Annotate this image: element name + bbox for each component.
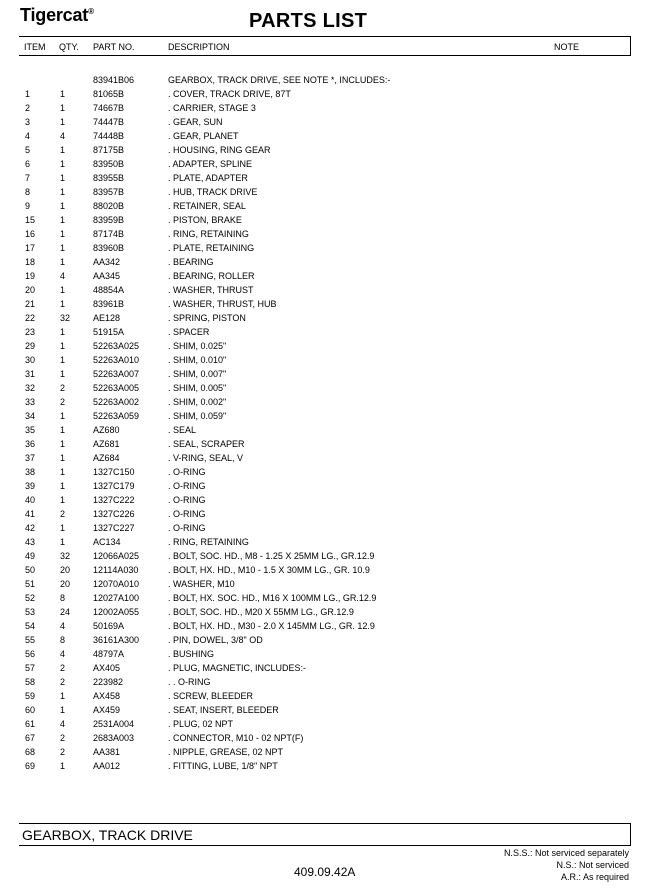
part-number: 51915A	[93, 327, 125, 337]
table-row	[0, 633, 646, 647]
item-number: 29	[25, 341, 36, 351]
description: . GEAR, PLANET	[168, 131, 239, 141]
col-item-header: ITEM	[24, 42, 46, 52]
description: . SEAL, SCRAPER	[168, 439, 245, 449]
table-row	[0, 395, 646, 409]
quantity: 2	[60, 747, 66, 757]
quantity: 1	[60, 89, 66, 99]
part-number: AE128	[93, 313, 121, 323]
table-row	[0, 493, 646, 507]
item-number: 51	[25, 579, 36, 589]
table-row	[0, 241, 646, 255]
item-number: 19	[25, 271, 36, 281]
description: . ADAPTER, SPLINE	[168, 159, 253, 169]
part-number: AA342	[93, 257, 121, 267]
item-number: 2	[25, 103, 31, 113]
description: . . O-RING	[168, 677, 211, 687]
item-number: 36	[25, 439, 36, 449]
part-number: AZ681	[93, 439, 120, 449]
quantity: 4	[60, 621, 66, 631]
description: . WASHER, THRUST, HUB	[168, 299, 277, 309]
item-number: 1	[25, 89, 31, 99]
table-row	[0, 227, 646, 241]
table-row	[0, 353, 646, 367]
quantity: 1	[60, 145, 66, 155]
assembly-title: GEARBOX, TRACK DRIVE	[22, 827, 193, 843]
table-row	[0, 577, 646, 591]
item-number: 49	[25, 551, 36, 561]
quantity: 1	[60, 705, 66, 715]
quantity: 1	[60, 341, 66, 351]
quantity: 2	[60, 677, 66, 687]
part-number: 12070A010	[93, 579, 140, 589]
part-number: 83950B	[93, 159, 125, 169]
description: . BOLT, HX. SOC. HD., M16 X 100MM LG., GR.12.9	[168, 593, 377, 603]
item-number: 22	[25, 313, 36, 323]
brand-mark: ®	[88, 7, 94, 16]
part-number: 52263A025	[93, 341, 140, 351]
part-number: 1327C150	[93, 467, 135, 477]
table-row	[0, 311, 646, 325]
description: . SCREW, BLEEDER	[168, 691, 254, 701]
part-number: 2683A003	[93, 733, 135, 743]
part-number: 52263A005	[93, 383, 140, 393]
quantity: 1	[60, 229, 66, 239]
part-number: AA012	[93, 761, 121, 771]
part-number: AZ684	[93, 453, 120, 463]
part-number: AX458	[93, 691, 121, 701]
part-number: 1327C179	[93, 481, 135, 491]
part-number: 74447B	[93, 117, 125, 127]
quantity: 1	[60, 481, 66, 491]
item-number: 18	[25, 257, 36, 267]
item-number: 23	[25, 327, 36, 337]
table-row	[0, 171, 646, 185]
description: . PIN, DOWEL, 3/8" OD	[168, 635, 263, 645]
part-number: 36161A300	[93, 635, 140, 645]
part-number: 1327C222	[93, 495, 135, 505]
description: . HOUSING, RING GEAR	[168, 145, 271, 155]
table-row	[0, 367, 646, 381]
table-row	[0, 717, 646, 731]
quantity: 1	[60, 243, 66, 253]
item-number: 57	[25, 663, 36, 673]
description: . WASHER, THRUST	[168, 285, 254, 295]
description: . FITTING, LUBE, 1/8" NPT	[168, 761, 278, 771]
item-number: 31	[25, 369, 36, 379]
table-row	[0, 101, 646, 115]
table-row	[0, 451, 646, 465]
description: . PLATE, RETAINING	[168, 243, 255, 253]
page-title: PARTS LIST	[249, 10, 368, 32]
part-number: 52263A059	[93, 411, 140, 421]
table-row	[0, 479, 646, 493]
table-row	[0, 759, 646, 773]
table-row	[0, 731, 646, 745]
legend-ar: A.R.: As required	[560, 872, 629, 882]
table-row	[0, 507, 646, 521]
table-row	[0, 689, 646, 703]
quantity: 24	[60, 607, 71, 617]
quantity: 4	[60, 719, 66, 729]
part-number: 12002A055	[93, 607, 140, 617]
part-number: 12027A100	[93, 593, 140, 603]
item-number: 9	[25, 201, 31, 211]
description: . BUSHING	[168, 649, 215, 659]
quantity: 1	[60, 425, 66, 435]
quantity: 2	[60, 383, 66, 393]
item-number: 21	[25, 299, 36, 309]
footer-box	[19, 823, 631, 846]
description: . BOLT, HX. HD., M10 - 1.5 X 30MM LG., GR. 10.9	[168, 565, 370, 575]
description: . BOLT, HX. HD., M30 - 2.0 X 145MM LG., GR. 12.9	[168, 621, 375, 631]
item-number: 15	[25, 215, 36, 225]
brand-name: Tigercat	[20, 5, 89, 25]
description: . BEARING, ROLLER	[168, 271, 255, 281]
table-row	[0, 605, 646, 619]
quantity: 4	[60, 649, 66, 659]
part-number: 12066A025	[93, 551, 140, 561]
table-row	[0, 87, 646, 101]
table-row	[0, 381, 646, 395]
table-row	[0, 521, 646, 535]
description: . BEARING	[168, 257, 214, 267]
quantity: 1	[60, 355, 66, 365]
table-row	[0, 129, 646, 143]
description: . SPACER	[168, 327, 210, 337]
part-number: AA345	[93, 271, 121, 281]
part-number: 2531A004	[93, 719, 135, 729]
item-number: 40	[25, 495, 36, 505]
part-number: 1327C226	[93, 509, 135, 519]
description: . BOLT, SOC. HD., M8 - 1.25 X 25MM LG., GR.12.9	[168, 551, 375, 561]
quantity: 2	[60, 397, 66, 407]
quantity: 1	[60, 299, 66, 309]
description: . SHIM, 0.005"	[168, 383, 227, 393]
table-row	[0, 619, 646, 633]
quantity: 1	[60, 495, 66, 505]
part-number: 74448B	[93, 131, 125, 141]
item-number: 60	[25, 705, 36, 715]
item-number: 5	[25, 145, 31, 155]
part-number: 223982	[93, 677, 124, 687]
item-number: 68	[25, 747, 36, 757]
description: . SHIM, 0.059"	[168, 411, 227, 421]
description: . RETAINER, SEAL	[168, 201, 246, 211]
table-row	[0, 675, 646, 689]
table-row	[0, 255, 646, 269]
part-number: AZ680	[93, 425, 120, 435]
item-number: 55	[25, 635, 36, 645]
legend	[504, 847, 629, 883]
quantity: 4	[60, 131, 66, 141]
description: GEARBOX, TRACK DRIVE, SEE NOTE *, INCLUDES:-	[168, 75, 391, 85]
description: . COVER, TRACK DRIVE, 87T	[168, 89, 291, 99]
description: . PISTON, BRAKE	[168, 215, 242, 225]
description: . V-RING, SEAL, V	[168, 453, 244, 463]
table-row	[0, 745, 646, 759]
quantity: 2	[60, 663, 66, 673]
quantity: 2	[60, 509, 66, 519]
quantity: 1	[60, 257, 66, 267]
description: . PLUG, MAGNETIC, INCLUDES:-	[168, 663, 307, 673]
table-row	[0, 703, 646, 717]
part-number: 52263A010	[93, 355, 140, 365]
table-row	[0, 339, 646, 353]
part-number: 83957B	[93, 187, 125, 197]
table-row	[0, 269, 646, 283]
table-row	[0, 157, 646, 171]
quantity: 1	[60, 761, 66, 771]
table-row	[0, 437, 646, 451]
item-number: 53	[25, 607, 36, 617]
part-number: AX405	[93, 663, 121, 673]
item-number: 16	[25, 229, 36, 239]
table-row	[0, 115, 646, 129]
description: . PLUG, 02 NPT	[168, 719, 234, 729]
part-number: 52263A002	[93, 397, 140, 407]
quantity: 4	[60, 271, 66, 281]
quantity: 8	[60, 635, 66, 645]
quantity: 1	[60, 691, 66, 701]
col-desc-header: DESCRIPTION	[168, 42, 230, 52]
description: . PLATE, ADAPTER	[168, 173, 248, 183]
item-number: 58	[25, 677, 36, 687]
description: . O-RING	[168, 467, 206, 477]
item-number: 8	[25, 187, 31, 197]
part-number: 83955B	[93, 173, 125, 183]
item-number: 54	[25, 621, 36, 631]
table-row	[0, 143, 646, 157]
table-row	[0, 283, 646, 297]
quantity: 1	[60, 285, 66, 295]
table-row	[0, 535, 646, 549]
item-number: 67	[25, 733, 36, 743]
item-number: 69	[25, 761, 36, 771]
quantity: 2	[60, 733, 66, 743]
part-number: 87175B	[93, 145, 125, 155]
part-number: 74667B	[93, 103, 125, 113]
table-header	[19, 36, 631, 56]
item-number: 32	[25, 383, 36, 393]
description: . RING, RETAINING	[168, 537, 249, 547]
part-number: AX459	[93, 705, 121, 715]
table-row	[0, 423, 646, 437]
quantity: 1	[60, 187, 66, 197]
quantity: 20	[60, 565, 71, 575]
quantity: 1	[60, 411, 66, 421]
quantity: 1	[60, 173, 66, 183]
quantity: 1	[60, 523, 66, 533]
part-number: AA381	[93, 747, 121, 757]
quantity: 20	[60, 579, 71, 589]
description: . O-RING	[168, 495, 206, 505]
quantity: 1	[60, 215, 66, 225]
part-number: 83941B06	[93, 75, 135, 85]
part-number: 48854A	[93, 285, 125, 295]
quantity: 1	[60, 537, 66, 547]
parts-table	[0, 73, 646, 773]
quantity: 1	[60, 327, 66, 337]
item-number: 34	[25, 411, 36, 421]
description: . O-RING	[168, 509, 206, 519]
description: . SHIM, 0.007"	[168, 369, 227, 379]
table-row	[0, 661, 646, 675]
part-number: 83960B	[93, 243, 125, 253]
col-note-header: NOTE	[554, 42, 580, 52]
quantity: 1	[60, 467, 66, 477]
table-row	[0, 199, 646, 213]
description: . WASHER, M10	[168, 579, 235, 589]
item-number: 56	[25, 649, 36, 659]
quantity: 32	[60, 313, 71, 323]
description: . CONNECTOR, M10 - 02 NPT(F)	[168, 733, 304, 743]
description: . O-RING	[168, 523, 206, 533]
col-qty-header: QTY.	[59, 42, 79, 52]
description: . SHIM, 0.010"	[168, 355, 227, 365]
item-number: 43	[25, 537, 36, 547]
item-number: 42	[25, 523, 36, 533]
part-number: 83959B	[93, 215, 125, 225]
item-number: 7	[25, 173, 31, 183]
description: . RING, RETAINING	[168, 229, 249, 239]
description: . SEAL	[168, 425, 197, 435]
item-number: 41	[25, 509, 36, 519]
item-number: 38	[25, 467, 36, 477]
part-number: 83961B	[93, 299, 125, 309]
description: . SHIM, 0.002"	[168, 397, 227, 407]
description: . GEAR, SUN	[168, 117, 223, 127]
quantity: 1	[60, 453, 66, 463]
description: . SHIM, 0.025"	[168, 341, 227, 351]
item-number: 37	[25, 453, 36, 463]
item-number: 6	[25, 159, 31, 169]
description: . O-RING	[168, 481, 206, 491]
quantity: 32	[60, 551, 71, 561]
part-number: 50169A	[93, 621, 125, 631]
quantity: 1	[60, 103, 66, 113]
table-row	[0, 73, 646, 87]
item-number: 50	[25, 565, 36, 575]
item-number: 20	[25, 285, 36, 295]
item-number: 61	[25, 719, 36, 729]
item-number: 4	[25, 131, 31, 141]
item-number: 33	[25, 397, 36, 407]
item-number: 52	[25, 593, 36, 603]
legend-nss: N.S.S.: Not serviced separately	[503, 848, 629, 858]
item-number: 3	[25, 117, 31, 127]
item-number: 35	[25, 425, 36, 435]
quantity: 1	[60, 201, 66, 211]
table-row	[0, 563, 646, 577]
description: . NIPPLE, GREASE, 02 NPT	[168, 747, 284, 757]
quantity: 1	[60, 159, 66, 169]
table-row	[0, 647, 646, 661]
item-number: 59	[25, 691, 36, 701]
part-number: 48797A	[93, 649, 125, 659]
table-row	[0, 325, 646, 339]
quantity: 8	[60, 593, 66, 603]
table-row	[0, 297, 646, 311]
part-number: 81065B	[93, 89, 125, 99]
table-row	[0, 213, 646, 227]
part-number: 1327C227	[93, 523, 135, 533]
table-row	[0, 591, 646, 605]
col-part-header: PART NO.	[93, 42, 135, 52]
item-number: 30	[25, 355, 36, 365]
part-number: 88020B	[93, 201, 125, 211]
description: . HUB, TRACK DRIVE	[168, 187, 258, 197]
part-number: 87174B	[93, 229, 125, 239]
item-number: 39	[25, 481, 36, 491]
description: . CARRIER, STAGE 3	[168, 103, 256, 113]
legend-ns: N.S.: Not serviced	[556, 860, 629, 870]
quantity: 1	[60, 439, 66, 449]
brand-logo	[20, 5, 94, 26]
table-row	[0, 465, 646, 479]
doc-number: 409.09.42A	[294, 865, 356, 879]
description: . SEAT, INSERT, BLEEDER	[168, 705, 279, 715]
item-number: 17	[25, 243, 36, 253]
table-row	[0, 409, 646, 423]
quantity: 1	[60, 369, 66, 379]
description: . SPRING, PISTON	[168, 313, 246, 323]
description: . BOLT, SOC. HD., M20 X 55MM LG., GR.12.9	[168, 607, 354, 617]
table-row	[0, 185, 646, 199]
quantity: 1	[60, 117, 66, 127]
part-number: 12114A030	[93, 565, 139, 575]
table-row	[0, 549, 646, 563]
part-number: AC134	[93, 537, 121, 547]
part-number: 52263A007	[93, 369, 140, 379]
